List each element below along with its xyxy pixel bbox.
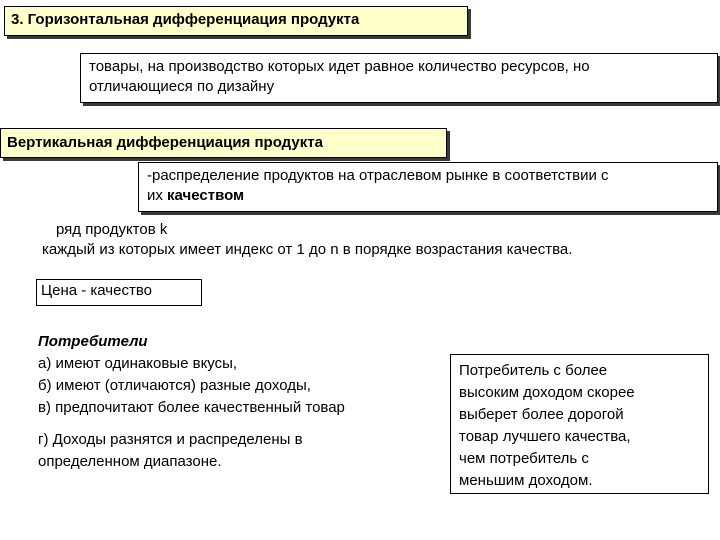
consumer-note-line-4: товар лучшего качества,: [459, 428, 631, 445]
vertical-definition-prefix: их: [147, 187, 168, 204]
vertical-definition-line-2: [147, 186, 709, 206]
vertical-definition-box: [138, 162, 718, 212]
section-title: [4, 6, 468, 36]
product-series-line-2: каждый из которых имеет индекс от 1 до n в порядке возрастания качества.: [42, 241, 573, 258]
price-quality-text: Цена - качество: [41, 282, 152, 299]
section-title-text: 3. Горизонтальная дифференциация продукта: [11, 11, 360, 28]
vertical-title: [0, 128, 447, 158]
vertical-title-text: Вертикальная дифференциация продукта: [7, 134, 323, 151]
consumers-item-g-line-1: г) Доходы разнятся и распределены в: [38, 431, 303, 448]
consumers-item-b: б) имеют (отличаются) разные доходы,: [38, 377, 311, 394]
consumer-note-line-1: Потребитель с более: [459, 362, 608, 379]
consumers-item-g-line-2: определенном диапазоне.: [38, 453, 222, 470]
consumer-note-line-5: чем потребитель с: [459, 450, 589, 467]
product-series-line-1: ряд продуктов k: [56, 221, 168, 238]
consumers-item-a: а) имеют одинаковые вкусы,: [38, 355, 238, 372]
consumers-item-c: в) предпочитают более качественный товар: [38, 399, 345, 416]
consumer-note-line-3: выберет более дорогой: [459, 406, 624, 423]
horizontal-definition-line-2: отличающиеся по дизайну: [89, 78, 275, 95]
vertical-definition-bold: качеством: [167, 187, 245, 204]
vertical-definition-line-1: -распределение продуктов на отраслевом рынке в соответствии с: [147, 167, 609, 184]
price-quality-box: [36, 279, 202, 306]
horizontal-definition-box: [80, 53, 718, 103]
consumers-heading: Потребители: [38, 333, 148, 350]
consumer-note-box: [450, 354, 709, 494]
horizontal-definition-line-1: товары, на производство которых идет равное количество ресурсов, но: [89, 58, 590, 75]
consumer-note-line-2: высоким доходом скорее: [459, 384, 635, 401]
consumer-note-line-6: меньшим доходом.: [459, 472, 593, 489]
